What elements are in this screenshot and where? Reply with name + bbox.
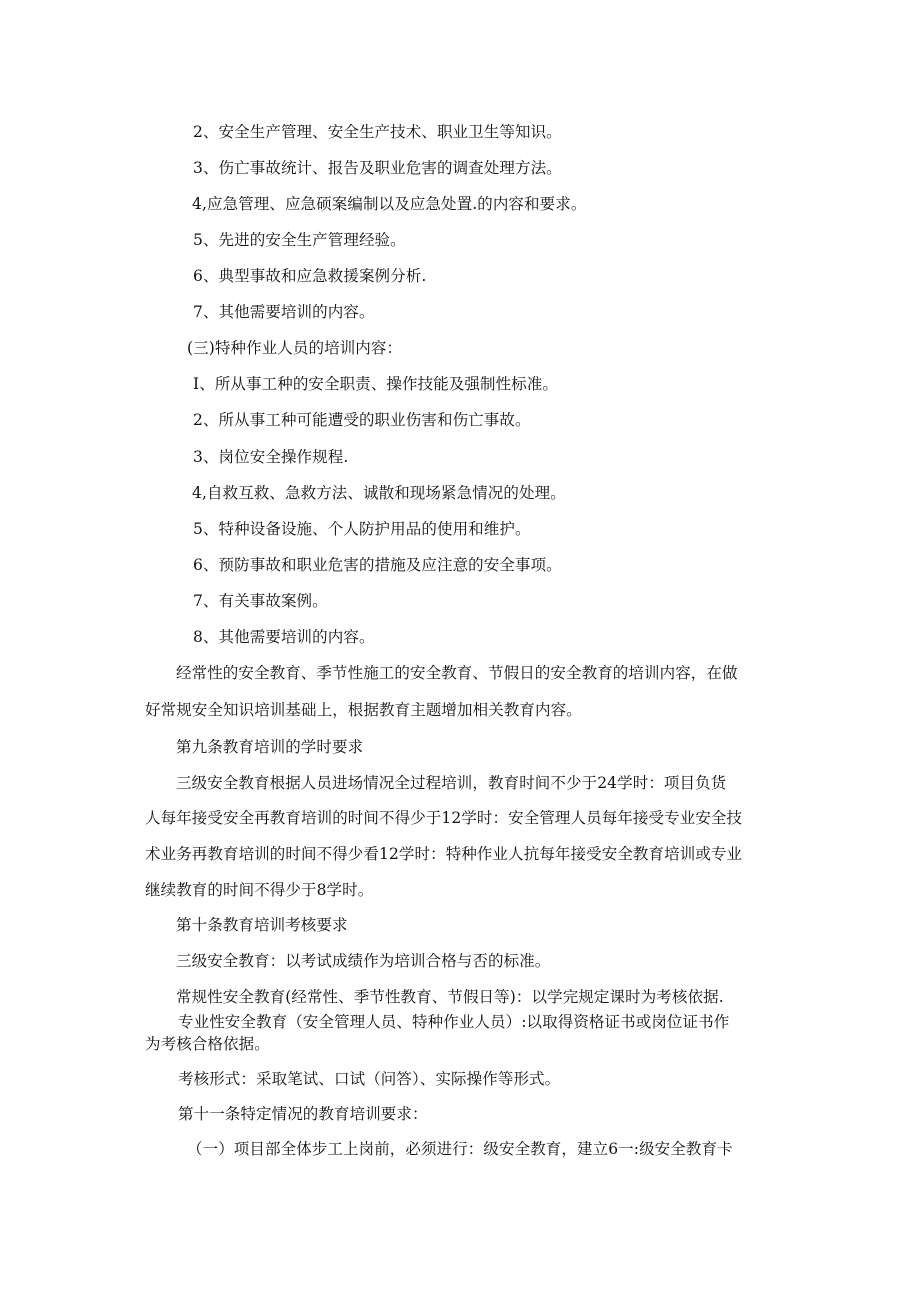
list-item: 7、有关事故案例。 [193, 592, 328, 610]
list-item: 4,自救互救、急救方法、诚散和现场紧急情况的处理。 [192, 484, 566, 502]
list-item: 6、预防事故和职业危害的措施及应注意的安全事项。 [193, 556, 562, 574]
paragraph-line: 术业务再教育培训的时间不得少看12学时：特种作业人抗每年接受安全教育培训或专业 [145, 845, 743, 863]
paragraph-line: 三级安全教育：以考试成绩作为培训合格与否的标准。 [176, 952, 551, 970]
list-item: 2、安全生产管理、安全生产技术、职业卫生等知识。 [193, 123, 562, 141]
article-heading: 第十一条特定情况的教育培训要求： [178, 1105, 428, 1123]
paragraph-line: 为考核合格依据。 [145, 1035, 270, 1053]
paragraph-line: 经常性的安全教育、季节性施工的安全教育、节假日的安全教育的培训内容，在做 [176, 664, 738, 682]
list-item: 3、伤亡事故统计、报告及职业危害的调查处理方法。 [193, 159, 562, 177]
paragraph-line: （一）项目部全体步工上岗前，必须进行：级安全教育，建立6一:级安全教育卡 [187, 1140, 733, 1158]
list-item: 2、所从事工种可能遭受的职业伤害和伤亡事故。 [193, 411, 531, 429]
section-heading: (三)特种作业人员的培训内容： [187, 339, 403, 357]
paragraph-line: 考核形式：采取笔试、口试（问答）、实际操作等形式。 [178, 1070, 561, 1088]
paragraph-line: 人每年接受安全再教育培训的时间不得少于12学时：安全管理人员每年接受专业安全技 [145, 809, 743, 827]
list-item: 8、其他需要培训的内容。 [193, 628, 375, 646]
list-item: 3、岗位安全操作规程. [193, 448, 349, 466]
paragraph-line: 继续教育的时间不得少于8学时。 [145, 881, 374, 899]
paragraph-line: 常规性安全教育(经常性、季节性教育、节假日等)：以学完规定课时为考核依据. [176, 988, 724, 1006]
article-heading: 第九条教育培训的学时要求 [176, 738, 364, 756]
paragraph-line: 三级安全教育根据人员进场情况全过程培训，教育时间不少于24学时：项目负货 [176, 774, 727, 792]
article-heading: 第十条教育培训考核要求 [176, 916, 348, 934]
paragraph-line: 专业性安全教育（安全管理人员、特种作业人员）:以取得资格证书或岗位证书作 [178, 1013, 730, 1031]
list-item: 5、特种设备设施、个人防护用品的使用和维护。 [193, 520, 531, 538]
list-item: 4,应急管理、应急硕案编制以及应急处置.的内容和要求。 [192, 195, 587, 213]
list-item: 5、先进的安全生产管理经验。 [193, 231, 406, 249]
list-item: 7、其他需要培训的内容。 [193, 303, 375, 321]
list-item: 6、典型事故和应急救援案例分析. [193, 267, 427, 285]
list-item: I、所从事工种的安全职责、操作技能及强制性标准。 [193, 375, 559, 393]
paragraph-line: 好常规安全知识培训基础上，根据教育主题增加相关教育内容。 [145, 701, 582, 719]
